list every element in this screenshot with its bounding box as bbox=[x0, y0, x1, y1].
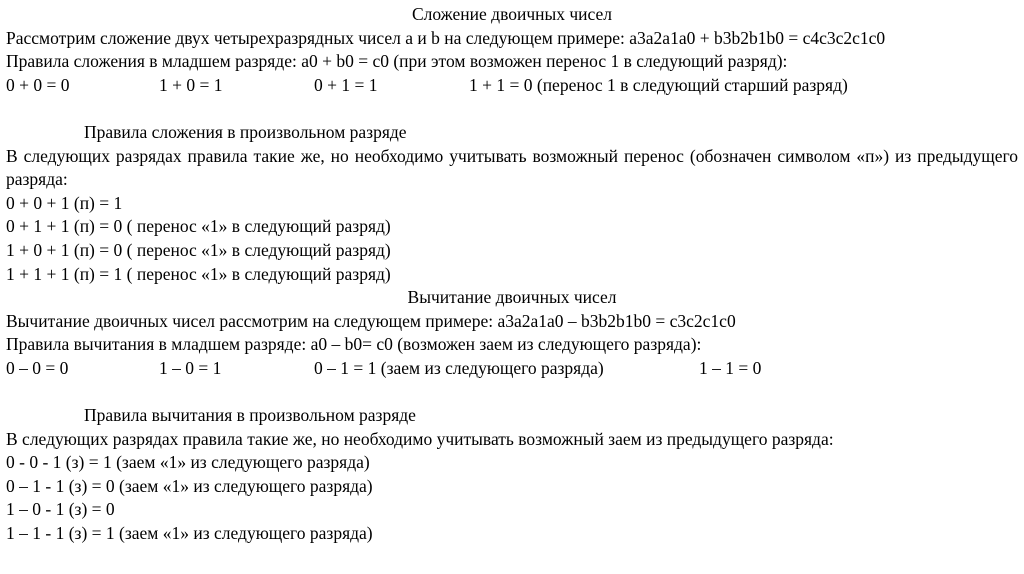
subtraction-low-case: 1 – 0 = 1 bbox=[159, 357, 222, 378]
subtraction-arbitrary-case: 1 – 1 - 1 (з) = 1 (заем «1» из следующего разряда) bbox=[6, 523, 373, 544]
addition-low-cases bbox=[6, 74, 1018, 98]
subtraction-arbitrary-case: 1 – 0 - 1 (з) = 0 bbox=[6, 499, 115, 520]
subtraction-low-case: 0 – 1 = 1 (заем из следующего разряда) bbox=[314, 357, 604, 378]
addition-low-rule: Правила сложения в младшем разряде: a0 + b0 = c0 (при этом возможен перенос 1 в следующий разряд): bbox=[6, 51, 788, 72]
addition-arbitrary-case: 1 + 0 + 1 (п) = 0 ( перенос «1» в следующий разряд) bbox=[6, 239, 391, 260]
subtraction-low-case: 1 – 1 = 0 bbox=[699, 357, 762, 378]
subtraction-arbitrary-text: В следующих разрядах правила такие же, но необходимо учитывать возможный заем из предыдущего разряда: bbox=[6, 428, 834, 449]
addition-arbitrary-text: В следующих разрядах правила такие же, но необходимо учитывать возможный перенос (обозначен символом «п») из предыдущего разряда: bbox=[6, 145, 1018, 190]
subtraction-title: Вычитание двоичных чисел bbox=[407, 287, 617, 308]
addition-arbitrary-case: 0 + 0 + 1 (п) = 1 bbox=[6, 192, 123, 213]
subtraction-low-rule: Правила вычитания в младшем разряде: a0 – b0= c0 (возможен заем из следующего разряда): bbox=[6, 334, 702, 355]
subtraction-arbitrary-case: 0 - 0 - 1 (з) = 1 (заем «1» из следующего разряда) bbox=[6, 452, 370, 473]
spacer bbox=[6, 381, 1018, 405]
addition-arbitrary-heading: Правила сложения в произвольном разряде bbox=[84, 121, 407, 142]
subtraction-arbitrary-heading: Правила вычитания в произвольном разряде bbox=[84, 405, 416, 426]
addition-title: Сложение двоичных чисел bbox=[411, 4, 613, 24]
subtraction-low-cases bbox=[6, 357, 1018, 381]
addition-arbitrary-case: 1 + 1 + 1 (п) = 1 ( перенос «1» в следующий разряд) bbox=[6, 263, 391, 284]
subtraction-arbitrary-case: 0 – 1 - 1 (з) = 0 (заем «1» из следующего разряда) bbox=[6, 475, 373, 496]
addition-low-case: 1 + 0 = 1 bbox=[159, 74, 223, 95]
subtraction-low-case: 0 – 0 = 0 bbox=[6, 357, 69, 378]
document-page bbox=[6, 3, 1018, 546]
addition-low-case: 1 + 1 = 0 (перенос 1 в следующий старший разряд) bbox=[469, 74, 848, 95]
addition-intro: Рассмотрим сложение двух четырехразрядных чисел a и b на следующем примере: a3a2a1a0 + b3b2b1b0 = c4c3c2c1c0 bbox=[6, 27, 886, 48]
subtraction-intro: Вычитание двоичных чисел рассмотрим на следующем примере: a3a2a1a0 – b3b2b1b0 = c3c2c1c0 bbox=[6, 310, 736, 331]
addition-arbitrary-case: 0 + 1 + 1 (п) = 0 ( перенос «1» в следующий разряд) bbox=[6, 216, 391, 237]
addition-low-case: 0 + 0 = 0 bbox=[6, 74, 70, 95]
spacer bbox=[6, 97, 1018, 121]
addition-low-case: 0 + 1 = 1 bbox=[314, 74, 378, 95]
